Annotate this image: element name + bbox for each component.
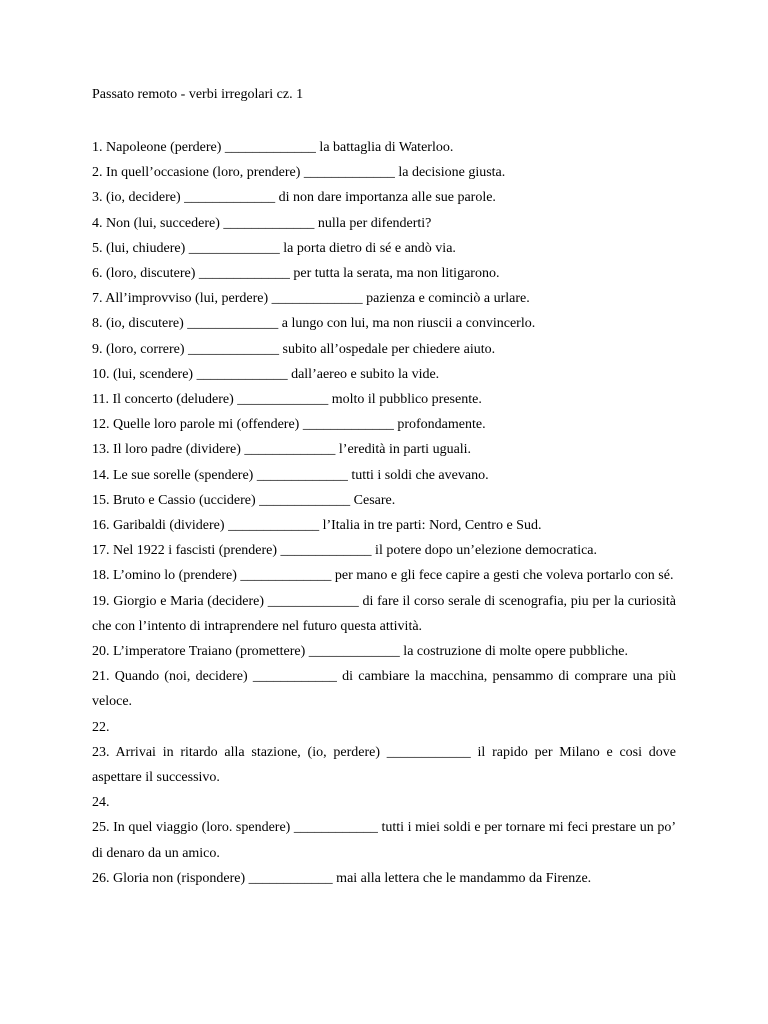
exercise-item-24: 24. [92,795,110,811]
exercise-item-22: 22. [92,719,110,735]
exercise-item-9: 9. (loro, correre) _____________ subito all’ospedale per chiedere aiuto. [92,341,496,357]
exercise-item-12: 12. Quelle loro parole mi (offendere) _____________ profondamente. [92,417,486,433]
exercise-item-7: 7. All’improvviso (lui, perdere) _____________ pazienza e cominciò a urlare. [92,291,530,307]
exercise-item-17: 17. Nel 1922 i fascisti (prendere) _____________ il potere dopo un’elezione democratica. [92,543,598,559]
exercise-item-13: 13. Il loro padre (dividere) _____________ l’eredità in parti uguali. [92,442,472,458]
exercise-item-11: 11. Il concerto (deludere) _____________ molto il pubblico presente. [92,392,482,408]
document-page [92,85,676,891]
exercise-item-4: 4. Non (lui, succedere) _____________ nulla per difenderti? [92,215,432,231]
exercise-item-15: 15. Bruto e Cassio (uccidere) _____________ Cesare. [92,492,396,508]
exercise-item-26: 26. Gloria non (rispondere) ____________ mai alla lettera che le mandammo da Firenze. [92,870,592,886]
exercise-list [92,135,676,891]
exercise-item-10: 10. (lui, scendere) _____________ dall’aereo e subito la vide. [92,366,440,382]
document-title: Passato remoto - verbi irregolari cz. 1 [92,87,304,102]
exercise-item-21: 21. Quando (noi, decidere) ____________ di cambiare la macchina, pensammo di comprare una più veloce. [92,669,676,710]
exercise-item-23: 23. Arrivai in ritardo alla stazione, (io, perdere) ____________ il rapido per Milano e cosi dove aspettare il successivo. [92,744,676,786]
exercise-item-16: 16. Garibaldi (dividere) _____________ l’Italia in tre parti: Nord, Centro e Sud. [92,518,542,534]
exercise-item-5: 5. (lui, chiudere) _____________ la porta dietro di sé e andò via. [92,240,456,256]
exercise-item-14: 14. Le sue sorelle (spendere) _____________ tutti i soldi che avevano. [92,467,489,483]
exercise-item-19: 19. Giorgio e Maria (decidere) _____________ di fare il corso serale di scenografia, piu per la curiosità che con l’intento di intraprendere nel futuro questa attività. [92,593,676,634]
exercise-item-18: 18. L’omino lo (prendere) _____________ per mano e gli fece capire a gesti che voleva portarlo con sé. [92,568,674,584]
exercise-item-6: 6. (loro, discutere) _____________ per tutta la serata, ma non litigarono. [92,266,500,282]
exercise-item-25: 25. In quel viaggio (loro. spendere) ____________ tutti i miei soldi e per tornare mi feci prestare un po’ di denaro da un amico. [92,820,676,861]
exercise-item-3: 3. (io, decidere) _____________ di non dare importanza alle sue parole. [92,190,496,206]
exercise-item-1: 1. Napoleone (perdere) _____________ la battaglia di Waterloo. [92,140,454,155]
exercise-item-20: 20. L’imperatore Traiano (promettere) _____________ la costruzione di molte opere pubbliche. [92,644,629,660]
exercise-item-2: 2. In quell’occasione (loro, prendere) _____________ la decisione giusta. [92,165,506,181]
exercise-item-8: 8. (io, discutere) _____________ a lungo con lui, ma non riuscii a convincerlo. [92,316,536,332]
